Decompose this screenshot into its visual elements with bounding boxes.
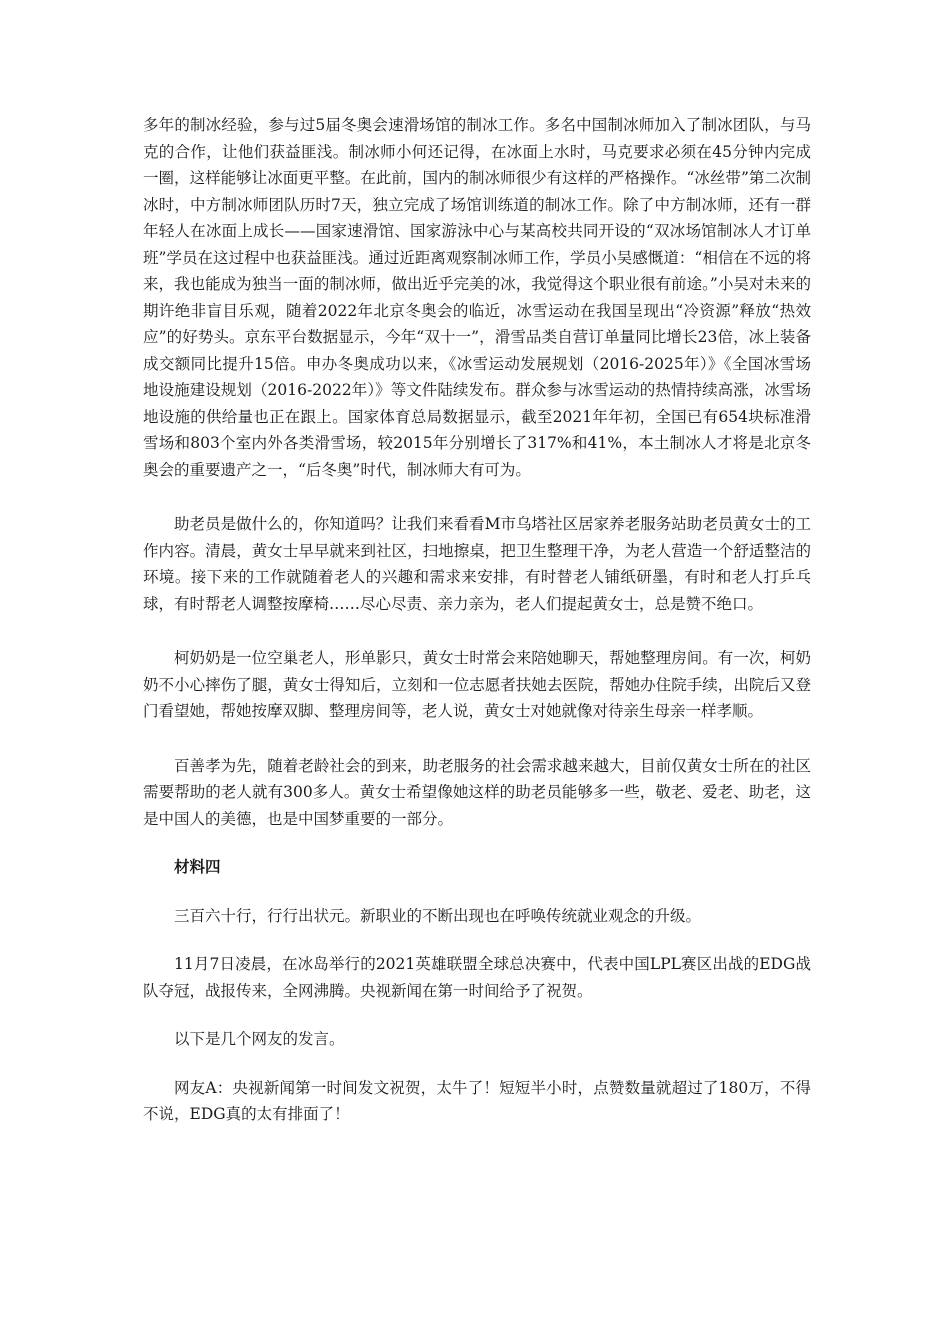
document-page <box>143 112 811 1128</box>
paragraph-ice-making: 多年的制冰经验，参与过5届冬奥会速滑场馆的制冰工作。多名中国制冰师加入了制冰团队，与马克的合作，让他们获益匪浅。制冰师小何还记得，在冰面上水时，马克要求必须在45分钟内完成一圈，这样能够让冰面更平整。在此前，国内的制冰师很少有这样的严格操作。“冰丝带”第二次制冰时，中方制冰师团队历时7天，独立完成了场馆训练道的制冰工作。除了中方制冰师，还有一群年轻人在冰面上成长——国家速滑馆、国家游泳中心与某高校共同开设的“双冰场馆制冰人才订单班”学员在这过程中也获益匪浅。通过近距离观察制冰师工作，学员小吴感慨道：“相信在不远的将来，我也能成为独当一面的制冰师，做出近乎完美的冰，我觉得这个职业很有前途。”小吴对未来的期许绝非盲目乐观，随着2022年北京冬奥会的临近，冰雪运动在我国呈现出“冷资源”释放“热效应”的好势头。京东平台数据显示，今年“双十一”，滑雪品类自营订单量同比增长23倍，冰上装备成交额同比提升15倍。申办冬奥成功以来，《冰雪运动发展规划（2016-2025年）》《全国冰雪场地设施建设规划（2016-2022年）》等文件陆续发布。群众参与冰雪运动的热情持续高涨，冰雪场地设施的供给量也正在跟上。国家体育总局数据显示，截至2021年年初，全国已有654块标准滑雪场和803个室内外各类滑雪场，较2015年分别增长了317%和41%，本土制冰人才将是北京冬奥会的重要遗产之一，“后冬奥”时代，制冰师大有可为。 <box>143 116 811 479</box>
paragraph-filial-piety: 百善孝为先，随着老龄社会的到来，助老服务的社会需求越来越大，目前仅黄女士所在的社区需要帮助的老人就有300多人。黄女士希望像她这样的助老员能够多一些，敬老、爱老、助老，这是中国人的美德，也是中国梦重要的一部分。 <box>143 756 811 828</box>
paragraph-grandma-ke: 柯奶奶是一位空巢老人，形单影只，黄女士时常会来陪她聊天，帮她整理房间。有一次，柯奶奶不小心摔伤了腿，黄女士得知后，立刻和一位志愿者扶她去医院，帮她办住院手续，出院后又登门看望她，帮她按摩双脚、整理房间等，老人说，黄女士对她就像对待亲生母亲一样孝顺。 <box>143 649 811 720</box>
paragraph-edg-victory: 11月7日凌晨，在冰岛举行的2021英雄联盟全球总决赛中，代表中国LPL赛区出战的EDG战队夺冠，战报传来，全网沸腾。央视新闻在第一时间给予了祝贺。 <box>143 955 811 1000</box>
paragraph-netizen-a: 网友A：央视新闻第一时间发文祝贺，太牛了！短短半小时，点赞数量就超过了180万，不得不说，EDG真的太有排面了！ <box>143 1078 811 1123</box>
paragraph-netizens-intro: 以下是几个网友的发言。 <box>174 1030 345 1048</box>
paragraph-elder-aide-intro: 助老员是做什么的，你知道吗？让我们来看看M市乌塔社区居家养老服务站助老员黄女士的工作内容。清晨，黄女士早早就来到社区，扫地擦桌，把卫生整理干净，为老人营造一个舒适整洁的环境。接下来的工作就随着老人的兴趣和需求来安排，有时替老人铺纸研墨，有时和老人打乒乓球，有时帮老人调整按摩椅……尽心尽责、亲力亲为，老人们提起黄女士，总是赞不绝口。 <box>143 515 811 613</box>
paragraph-new-professions: 三百六十行，行行出状元。新职业的不断出现也在呼唤传统就业观念的升级。 <box>174 906 702 925</box>
section-heading: 材料四 <box>174 857 221 876</box>
